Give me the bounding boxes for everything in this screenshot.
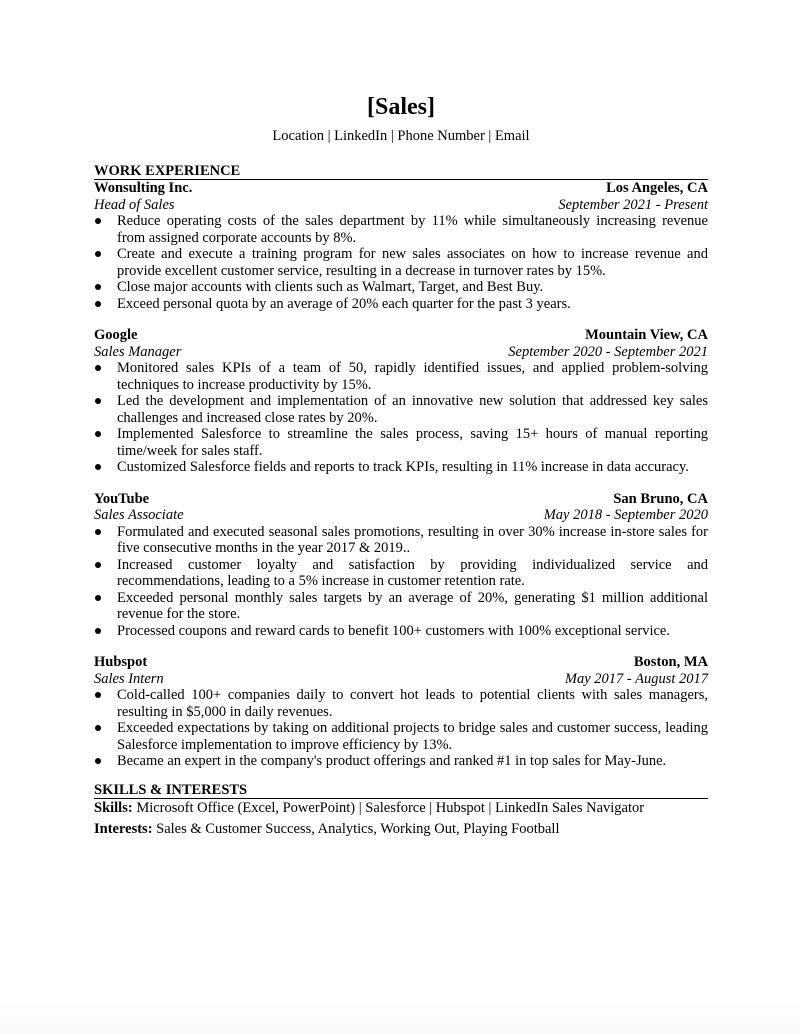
- bullet-item: [94, 720, 708, 753]
- bullet-dot-icon: [95, 464, 101, 470]
- job-role: Sales Intern: [94, 670, 164, 687]
- resume-page: [94, 92, 708, 838]
- bullet-item: [94, 360, 708, 393]
- job-dates: September 2020 - September 2021: [508, 343, 708, 360]
- job-entry: [94, 180, 708, 312]
- job-entry: [94, 327, 708, 476]
- job-company: Wonsulting Inc.: [94, 180, 193, 196]
- bullet-item: [94, 213, 708, 246]
- job-company: Google: [94, 327, 138, 343]
- section-title-work-experience: WORK EXPERIENCE: [94, 163, 708, 180]
- bullet-dot-icon: [95, 725, 101, 731]
- job-company: YouTube: [94, 490, 150, 507]
- bullet-item: [94, 623, 708, 640]
- bullet-item: [94, 296, 708, 313]
- job-role: Sales Manager: [94, 343, 182, 360]
- bullet-dot-icon: [95, 284, 101, 290]
- contact-line: Location | LinkedIn | Phone Number | Email: [272, 128, 530, 144]
- skills-line: [94, 800, 708, 817]
- bullet-dot-icon: [95, 595, 101, 601]
- bullet-text: Monitored sales KPIs of a team of 50, rapidly identified issues, and applied problem-solving techniques to increase productivity by 15%.: [117, 360, 708, 393]
- job-dates: September 2021 - Present: [558, 196, 708, 213]
- job-subheader-row: [94, 507, 708, 524]
- bullet-item: [94, 590, 708, 623]
- job-bullets: [94, 687, 708, 770]
- bullet-dot-icon: [95, 758, 101, 764]
- bullet-item: [94, 557, 708, 590]
- resume-name: [Sales]: [367, 94, 435, 120]
- bullet-item: [94, 279, 708, 296]
- bullet-dot-icon: [95, 398, 101, 404]
- bullet-item: [94, 393, 708, 426]
- job-bullets: [94, 360, 708, 476]
- job-location: Boston, MA: [633, 654, 708, 670]
- section-title-skills-interests: SKILLS & INTERESTS: [94, 782, 708, 799]
- job-dates: May 2017 - August 2017: [564, 670, 708, 687]
- job-location: Mountain View, CA: [585, 327, 708, 343]
- job-header-row: [94, 491, 708, 508]
- interests-line: [94, 821, 708, 838]
- job-bullets: [94, 213, 708, 312]
- bullet-text: Create and execute a training program for new sales associates on how to increase revenue and provide excellent customer service, resulting in a decrease in turnover rates by 15%.: [117, 246, 708, 279]
- job-bullets: [94, 524, 708, 640]
- bullet-item: [94, 246, 708, 279]
- bullet-text: Reduce operating costs of the sales department by 11% while simultaneously increasing revenue from assigned corporate accounts by 8%.: [117, 213, 708, 246]
- bullet-text: Exceeded personal monthly sales targets by an average of 20%, generating $1 million additional revenue for the store.: [117, 589, 708, 622]
- job-dates: May 2018 - September 2020: [543, 507, 708, 523]
- bullet-text: Customized Salesforce fields and reports to track KPIs, resulting in 11% increase in data accuracy.: [117, 459, 689, 475]
- job-subheader-row: [94, 344, 708, 361]
- interests-label: Interests:: [94, 820, 153, 837]
- job-company: Hubspot: [94, 654, 148, 670]
- bullet-text: Exceeded expectations by taking on additional projects to bridge sales and customer success, leading Salesforce implementation to improve efficiency by 13%.: [117, 720, 708, 753]
- bullet-dot-icon: [95, 692, 101, 698]
- job-header-row: [94, 327, 708, 344]
- interests-value: Sales & Customer Success, Analytics, Working Out, Playing Football: [152, 820, 560, 837]
- skills-label: Skills:: [94, 799, 133, 816]
- bullet-text: Led the development and implementation of an innovative new solution that addressed key sales challenges and increased close rates by 20%.: [117, 393, 708, 426]
- bullet-text: Exceed personal quota by an average of 20% each quarter for the past 3 years.: [117, 295, 571, 312]
- bullet-text: Formulated and executed seasonal sales promotions, resulting in over 30% increase in-store sales for five consecutive months in the year 2017 & 2019..: [117, 523, 708, 556]
- bullet-text: Became an expert in the company's product offerings and ranked #1 in top sales for May-June.: [117, 753, 667, 769]
- job-subheader-row: [94, 197, 708, 214]
- bullet-dot-icon: [95, 628, 101, 634]
- bullet-text: Processed coupons and reward cards to benefit 100+ customers with 100% exceptional service.: [117, 622, 670, 639]
- job-entry: [94, 654, 708, 770]
- job-role: Head of Sales: [94, 196, 175, 213]
- jobs-list: [94, 180, 708, 770]
- bullet-item: [94, 753, 708, 770]
- job-subheader-row: [94, 671, 708, 688]
- bullet-item: [94, 687, 708, 720]
- bullet-item: [94, 426, 708, 459]
- job-header-row: [94, 654, 708, 671]
- bullet-dot-icon: [95, 218, 101, 224]
- bullet-text: Implemented Salesforce to streamline the sales process, saving 15+ hours of manual reporting time/week for sales staff.: [117, 426, 708, 459]
- bullet-dot-icon: [95, 431, 101, 437]
- job-location: San Bruno, CA: [613, 490, 708, 507]
- bullet-dot-icon: [95, 562, 101, 568]
- job-entry: [94, 491, 708, 640]
- bullet-item: [94, 524, 708, 557]
- bullet-text: Increased customer loyalty and satisfaction by providing individualized service and recommendations, leading to a 5% increase in customer retention rate.: [117, 556, 708, 589]
- bullet-dot-icon: [95, 301, 101, 307]
- job-location: Los Angeles, CA: [606, 180, 708, 196]
- job-header-row: [94, 180, 708, 197]
- bullet-text: Close major accounts with clients such as Walmart, Target, and Best Buy.: [117, 279, 544, 295]
- bullet-text: Cold-called 100+ companies daily to convert hot leads to potential clients with sales managers, resulting in $5,000 in daily revenues.: [117, 687, 708, 720]
- bullet-dot-icon: [95, 251, 101, 257]
- bullet-dot-icon: [95, 365, 101, 371]
- skills-value: Microsoft Office (Excel, PowerPoint) | Salesforce | Hubspot | LinkedIn Sales Navigator: [132, 799, 645, 816]
- job-role: Sales Associate: [94, 507, 184, 523]
- bullet-dot-icon: [95, 529, 101, 535]
- bullet-item: [94, 459, 708, 476]
